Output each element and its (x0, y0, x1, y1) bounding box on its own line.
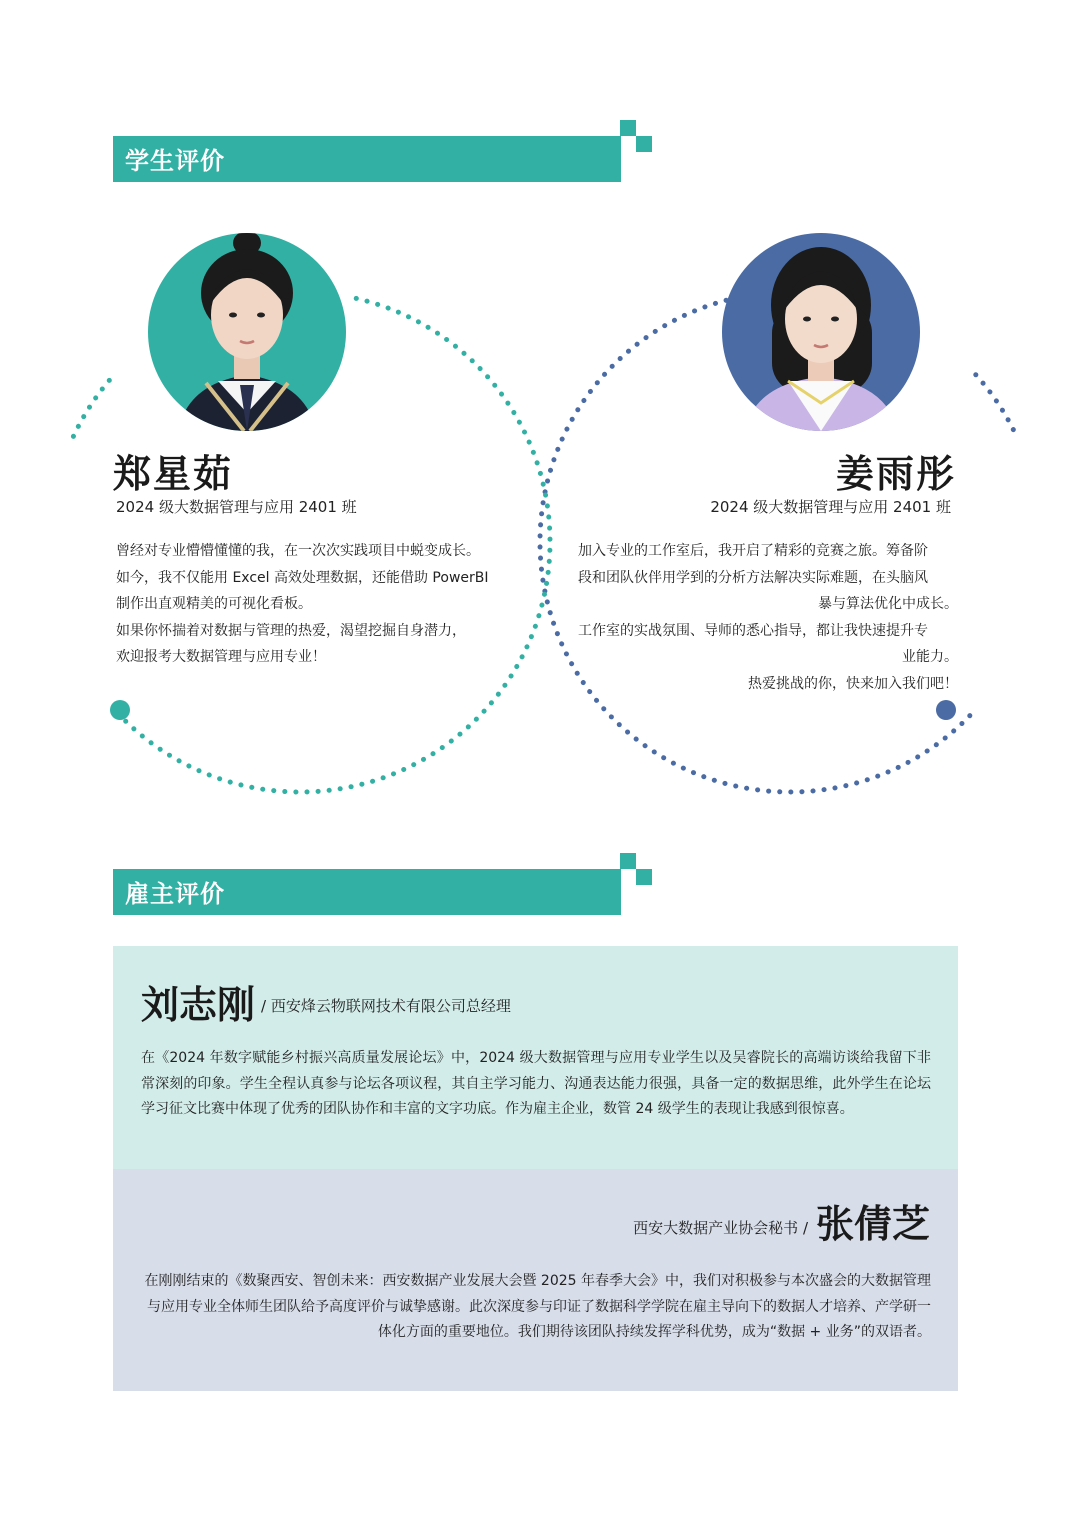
quote-line: 业能力。 (902, 649, 958, 665)
quote-line: 加入专业的工作室后，我开启了精彩的竞赛之旅。筹备阶 (578, 543, 928, 559)
student-name-2: 姜雨彤 (835, 452, 956, 496)
teal-end-dot (110, 700, 130, 720)
employer-comment-1: 在《2024 年数字赋能乡村振兴高质量发展论坛》中，2024 级大数据管理与应用专业学生以及吴睿院长的高端访谈给我留下非常深刻的印象。学生全程认真参与论坛各项议程，其自主学习能力、沟通表达能力很强，具备一定的数据思维，此外学生在论坛学习征文比赛中体现了优秀的团队协作和丰富的文字功底。作为雇主企业，数管 24 级学生的表现让我感到很惊喜。 (141, 1050, 931, 1117)
decor-square (620, 853, 636, 869)
employer-panel-1 (113, 946, 958, 1169)
quote-line: 暴与算法优化中成长。 (818, 596, 958, 612)
quote-line: 段和团队伙伴用学到的分析方法解决实际难题，在头脑风 (578, 569, 928, 586)
employer-panel-2 (113, 1169, 958, 1391)
quote-line: 热爱挑战的你，快来加入我们吧！ (748, 675, 958, 692)
decor-square (636, 869, 652, 885)
quote-line: 曾经对专业懵懵懂懂的我，在一次次实践项目中蜕变成长。 (116, 543, 480, 559)
employer-comment-2: 在刚刚结束的《数聚西安、智创未来：西安数据产业发展大会暨 2025 年春季大会》中，我们对积极参与本次盛会的大数据管理与应用专业全体师生团队给予高度评价与诚挚感谢。此次深度参与印证了数据科学学院在雇主导向下的数据人才培养、产学研一体化方面的重要地位。我们期待该团队持续发挥学科优势，成为“数据 + 业务”的双语者。 (144, 1273, 931, 1340)
section-header-employers (113, 869, 621, 915)
quote-line: 如今，我不仅能用 Excel 高效处理数据，还能借助 PowerBI (116, 569, 489, 586)
student-name-1: 郑星茹 (113, 452, 234, 496)
arcBlue-segment (976, 375, 1017, 437)
section-title: 雇主评价 (125, 880, 225, 908)
quote-line: 欢迎报考大数据管理与应用专业！ (116, 649, 326, 665)
student-class-2: 2024 级大数据管理与应用 2401 班 (710, 498, 951, 516)
quote-line: 制作出直观精美的可视化看板。 (116, 596, 312, 612)
employer-name-2: 张倩芝 (815, 1202, 930, 1246)
quote-line: 工作室的实战氛围、导师的悉心指导，都让我快速提升专 (578, 622, 928, 639)
student-class-1: 2024 级大数据管理与应用 2401 班 (116, 498, 357, 516)
employer-role-1: / 西安烽云物联网技术有限公司总经理 (261, 997, 511, 1015)
student-quote-2 (578, 538, 958, 697)
student-quote-1 (116, 538, 506, 671)
quote-line: 如果你怀揣着对数据与管理的热爱，渴望挖掘自身潜力， (116, 622, 466, 639)
employer-role-2: 西安大数据产业协会秘书 / (633, 1219, 808, 1237)
section-title: 学生评价 (125, 147, 225, 175)
arcTeal-segment (73, 375, 114, 437)
student-avatar-1 (148, 233, 346, 431)
student-avatar-2 (722, 233, 920, 431)
employer-name-1: 刘志刚 (141, 983, 256, 1027)
blue-end-dot (936, 700, 956, 720)
